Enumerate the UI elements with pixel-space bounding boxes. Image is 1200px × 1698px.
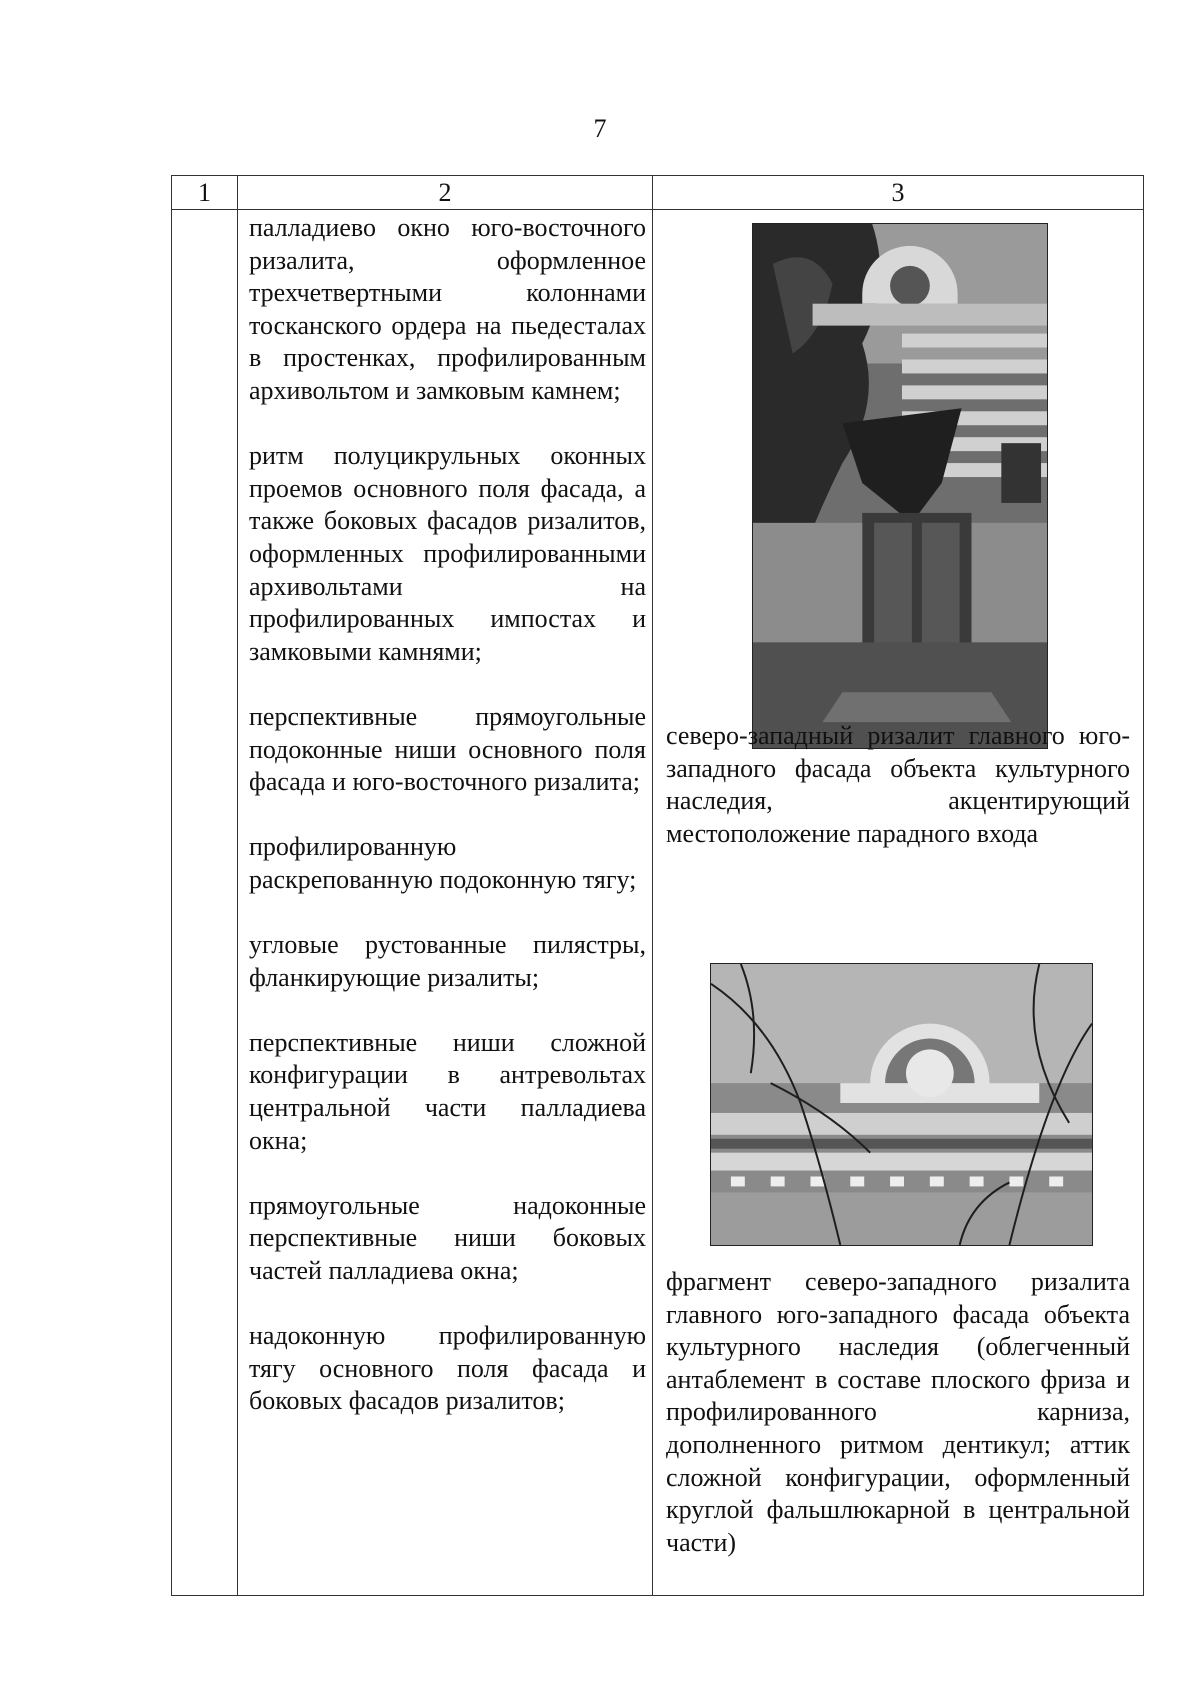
element-item: палладиево окно юго-восточного ризалита, оформленное трехчетвертными колоннами тосканского ордера на пьедесталах в простенках, профилированным архивольтом и замковым камнем;: [249, 213, 646, 405]
element-item: ритм полуцикрульных оконных проемов основного поля фасада, а также боковых фасадов ризалитов, оформленных профилированными архивольтами на профилированных импостах и замковыми камнями;: [249, 441, 646, 666]
caption-text: фрагмент северо-западного ризалита главного юго-западного фасада объекта культурного наследия (облегченный антаблемент в составе плоского фриза и профилированного карниза, дополненного ритмом дентикул; аттик сложной конфигурации, оформленный круглой фальшлюкарной в центральной части): [666, 1267, 1130, 1557]
element-item: надоконную профилированную тягу основного поля фасада и боковых фасадов ризалитов;: [249, 1321, 646, 1416]
column-divider-1: [237, 176, 238, 1595]
entrance-risalit-photo: [752, 223, 1048, 749]
caption-entrance-risalit: [666, 720, 1130, 850]
entrance-risalit-image: [753, 224, 1047, 748]
header-col-1: 1: [198, 178, 211, 207]
heritage-table: [171, 175, 1144, 1596]
caption-attic-fragment: [666, 1266, 1130, 1559]
element-item: профилированную раскрепованную подоконную тягу;: [249, 832, 637, 894]
header-col-3: 3: [891, 178, 905, 207]
header-divider: [172, 209, 1143, 210]
header-col-2: 2: [438, 178, 452, 207]
attic-fragment-image: [711, 964, 1092, 1245]
protected-elements-list: [249, 212, 646, 1451]
attic-fragment-photo: [710, 963, 1093, 1246]
page-number: 7: [593, 114, 607, 143]
element-item: прямоугольные надоконные перспективные ниши боковых частей палладиева окна;: [249, 1190, 646, 1285]
element-item: перспективные ниши сложной конфигурации в антревольтах центральной части палладиева окна;: [249, 1027, 646, 1155]
column-divider-2: [652, 176, 653, 1595]
caption-text: северо-западный ризалит главного юго-западного фасада объекта культурного наследия, акцентирующий местоположение парадного входа: [666, 721, 1130, 848]
element-item: перспективные прямоугольные подоконные ниши основного поля фасада и юго-восточного ризалита;: [249, 701, 646, 797]
element-item: угловые рустованные пилястры, фланкирующие ризалиты;: [249, 930, 646, 992]
